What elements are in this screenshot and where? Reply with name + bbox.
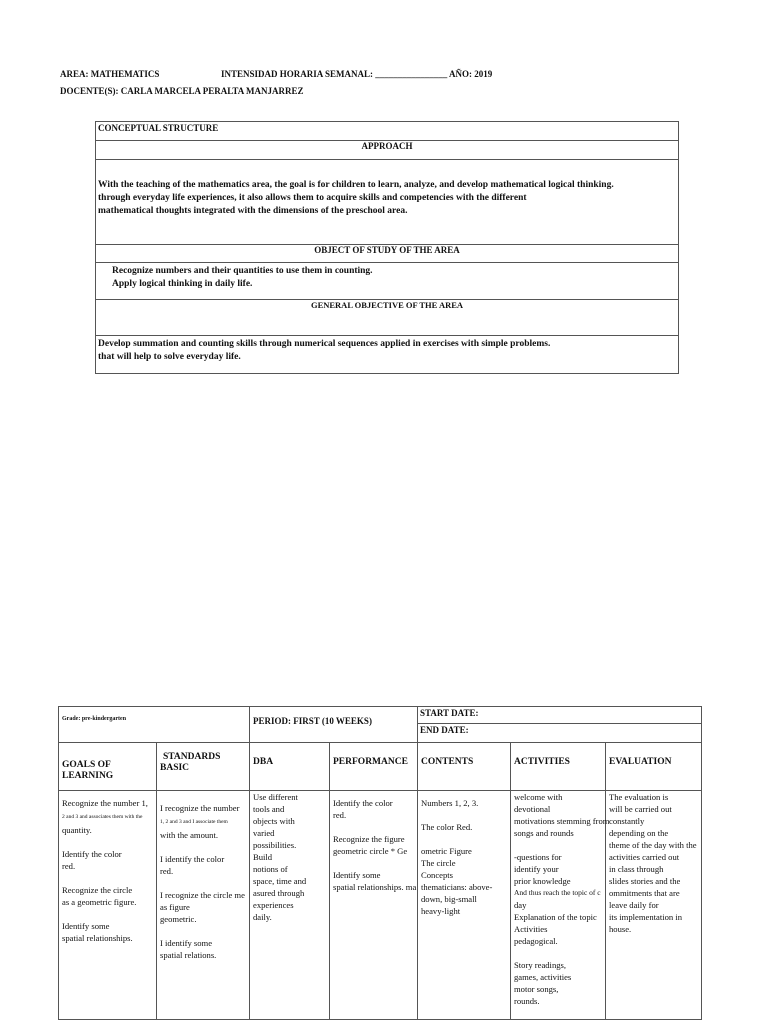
list-item: Apply logical thinking in daily life. <box>112 279 253 289</box>
standards-cell: I recognize the number 1, 2 and 3 and I associate them with the amount. I identify the color red. I recognize the circle me as figure geometric. I identify some spatial relations. <box>160 803 245 960</box>
list-item: Recognize numbers and their quantities to use them in counting. <box>112 266 373 276</box>
approach-line: With the teaching of the mathematics area, the goal is for children to learn, analyze, and develop mathematical logical thinking. <box>98 180 614 190</box>
objective-line: that will help to solve everyday life. <box>98 352 241 362</box>
end-date-label: END DATE: <box>420 725 469 735</box>
evaluation-cell: The evaluation is will be carried out constantly depending on the theme of the day with the activities carried out in class through slides stories and the ommitments that are leave daily for its implementation in house. <box>609 792 697 934</box>
column-header-standards: STANDARDS BASIC <box>160 752 221 773</box>
divider <box>156 742 157 1020</box>
weekly-intensity-label: INTENSIDAD HORARIA SEMANAL: ________________ AÑO: 2019 <box>221 69 493 79</box>
dba-cell: Use different tools and objects with varied possibilities. Build notions of space, time and asured through experiences daily. <box>253 792 307 922</box>
grade-label: Grade: pre-kindergarten <box>62 716 127 722</box>
approach-line: through everyday life experiences, it also allows them to acquire skills and competencies with the different <box>98 193 527 203</box>
goals-cell: Recognize the number 1, 2 and 3 and associates them with the quantity. Identify the color red. Recognize the circle as a geometric figure. Identify some spatial relationships. <box>62 798 148 943</box>
divider <box>249 742 250 1020</box>
performance-cell: Identify the color red. Recognize the figure geometric circle * Ge Identify some spatial relationships. ma <box>333 798 417 892</box>
column-header-goals: GOALS OF LEARNING <box>62 760 114 781</box>
teacher-label: DOCENTE(S): CARLA MARCELA PERALTA MANJARREZ <box>60 86 304 96</box>
divider <box>417 706 418 1020</box>
divider <box>329 742 330 1020</box>
approach-line: mathematical thoughts integrated with the dimensions of the preschool area. <box>98 206 408 216</box>
divider <box>510 742 511 1020</box>
objective-line: Develop summation and counting skills through numerical sequences applied in exercises with simple problems. <box>98 339 551 349</box>
approach-text <box>98 179 614 218</box>
contents-cell: Numbers 1, 2, 3. The color Red. ometric Figure The circle Concepts thematicians: above- down, big-small heavy-light <box>421 798 493 916</box>
area-label: AREA: MATHEMATICS <box>60 69 160 79</box>
column-header-contents: CONTENTS <box>421 757 474 767</box>
general-objective-text <box>98 338 550 364</box>
divider <box>95 159 679 160</box>
object-of-study-heading: OBJECT OF STUDY OF THE AREA <box>314 245 460 255</box>
column-header-activities: ACTIVITIES <box>514 757 570 767</box>
general-objective-heading: GENERAL OBJECTIVE OF THE AREA <box>310 300 464 310</box>
conceptual-structure-title: CONCEPTUAL STRUCTURE <box>98 123 219 133</box>
object-of-study-list <box>112 265 373 291</box>
divider <box>249 706 250 742</box>
activities-cell: welcome with devotional motivations stemming from songs and rounds -questions for identify your prior knowledge And thus reach the topic of c day Explanation of the topic Activities pedagogical. Story readings, games, activities motor songs, rounds. <box>514 792 610 1006</box>
start-date-label: START DATE: <box>420 708 479 718</box>
column-header-dba: DBA <box>253 757 274 767</box>
approach-heading: APPROACH <box>361 141 413 151</box>
period-label: PERIOD: FIRST (10 WEEKS) <box>253 716 372 726</box>
divider <box>417 723 702 724</box>
divider <box>95 335 679 336</box>
divider <box>95 262 679 263</box>
column-header-performance: PERFORMANCE <box>333 757 408 767</box>
column-header-evaluation: EVALUATION <box>609 757 672 767</box>
